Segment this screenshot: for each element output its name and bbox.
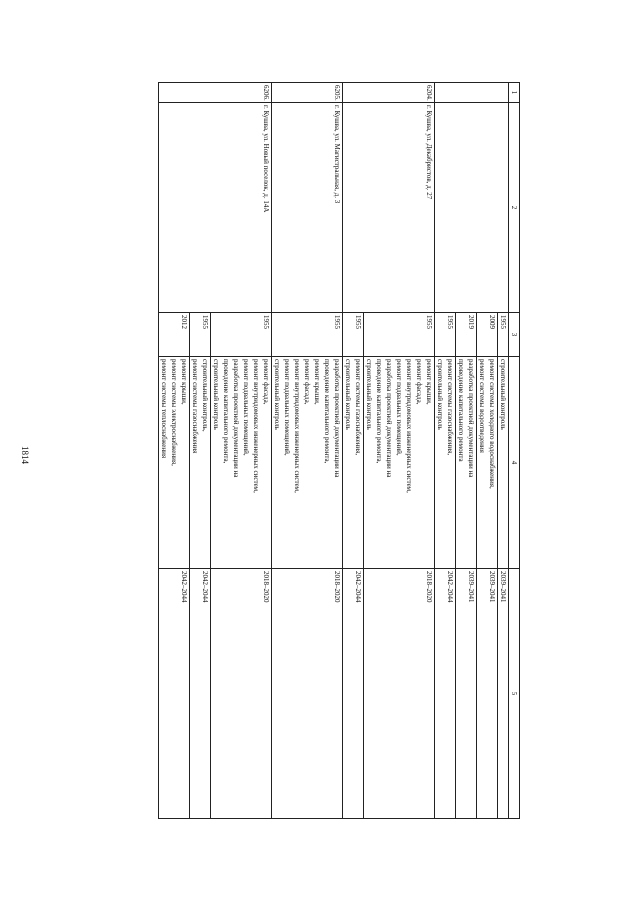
period: 2018–2020 <box>272 569 343 819</box>
period: 2018–2020 <box>364 569 435 819</box>
work-item: ремонт внутридомовых инженерных систем, <box>293 359 301 493</box>
work-item: ремонт системы электроснабжения, <box>170 359 178 466</box>
row-number: 6206. <box>159 83 272 103</box>
work-item: ремонт системы газоснабжения, <box>354 359 362 456</box>
work-item: ремонт фасада, <box>262 359 270 405</box>
header-col-1: 1 <box>509 83 520 103</box>
header-col-5: 5 <box>509 569 520 819</box>
year: 1955 <box>272 313 343 357</box>
year: 2012 <box>159 313 190 357</box>
work-item: разработка проектной документации на <box>385 359 393 478</box>
works <box>498 357 509 569</box>
work-item: строительный контроль <box>212 359 220 430</box>
table-row <box>272 83 343 819</box>
period: 2018–2020 <box>211 569 272 819</box>
work-item: строительный контроль <box>499 359 507 430</box>
year: 1955 <box>190 313 211 357</box>
work-item: строительный контроль <box>365 359 373 430</box>
header-row <box>509 83 520 819</box>
work-item: ремонт внутридомовых инженерных систем, <box>405 359 413 493</box>
period: 2042–2044 <box>435 569 456 819</box>
works <box>211 357 272 569</box>
work-item: ремонт системы холодного водоснабжения, <box>488 359 496 489</box>
row-number: 6204. <box>343 83 435 103</box>
address: г. Кушва, ул. Декабристов, д. 27 <box>343 103 435 313</box>
year: 1955 <box>498 313 509 357</box>
works <box>477 357 498 569</box>
work-item: разработка проектной документации на <box>232 359 240 478</box>
work-item: строительный контроль <box>273 359 281 430</box>
works <box>364 357 435 569</box>
period: 2039–2041 <box>477 569 498 819</box>
year: 1955 <box>435 313 456 357</box>
work-item: проведение капитального ремонта, <box>222 359 230 464</box>
work-item: ремонт системы теплоснабжения <box>160 359 168 459</box>
work-item: проведение капитального ремонта <box>457 359 465 462</box>
address: г. Кушва, ул. Магистральная, д. 3 <box>272 103 343 313</box>
header-col-4: 4 <box>509 357 520 569</box>
year: 2009 <box>477 313 498 357</box>
header-col-2: 2 <box>509 103 520 313</box>
works <box>435 357 456 569</box>
works <box>159 357 190 569</box>
work-item: строительный контроль, <box>201 359 209 432</box>
repair-schedule-table <box>158 82 520 819</box>
year: 1955 <box>364 313 435 357</box>
work-item: разработка проектной документации на <box>467 359 475 478</box>
work-item: ремонт подвальных помещений, <box>395 359 403 456</box>
work-item: проведение капитального ремонта, <box>375 359 383 464</box>
work-item: проведение капитального ремонта, <box>323 359 331 464</box>
works <box>190 357 211 569</box>
period: 2042–2044 <box>190 569 211 819</box>
address <box>435 103 509 313</box>
work-item: строительный контроль <box>344 359 352 430</box>
work-item: разработка проектной документации на <box>333 359 341 478</box>
header-col-3: 3 <box>509 313 520 357</box>
work-item: ремонт крыши, <box>313 359 321 405</box>
period: 2039–2041 <box>498 569 509 819</box>
work-item: ремонт фасада, <box>303 359 311 405</box>
work-item: ремонт системы газоснабжения <box>191 359 199 454</box>
row-number <box>435 83 509 103</box>
year: 2019 <box>456 313 477 357</box>
period: 2042–2044 <box>159 569 190 819</box>
rotated-table-wrapper <box>80 82 520 818</box>
period: 2042–2044 <box>343 569 364 819</box>
page-number: 1814 <box>20 446 30 464</box>
period: 2039–2041 <box>456 569 477 819</box>
work-item: ремонт крыши, <box>180 359 188 405</box>
works <box>272 357 343 569</box>
work-item: ремонт внутридомовых инженерных систем, <box>252 359 260 493</box>
work-item: ремонт системы газоснабжения, <box>446 359 454 456</box>
table-row <box>364 83 435 819</box>
year: 1955 <box>211 313 272 357</box>
works <box>343 357 364 569</box>
work-item: ремонт подвальных помещений, <box>242 359 250 456</box>
work-item: ремонт фасада, <box>415 359 423 405</box>
work-item: ремонт системы водоотведения <box>478 359 486 453</box>
work-item: ремонт крыши, <box>425 359 433 405</box>
work-item: строительный контроль <box>436 359 444 430</box>
work-item: ремонт подвальных помещений, <box>283 359 291 456</box>
year: 1955 <box>343 313 364 357</box>
row-number: 6205. <box>272 83 343 103</box>
address: г. Кушва, ул. Новый поселок, д. 14А <box>159 103 272 313</box>
works <box>456 357 477 569</box>
table-row <box>211 83 272 819</box>
table-row <box>498 83 509 819</box>
